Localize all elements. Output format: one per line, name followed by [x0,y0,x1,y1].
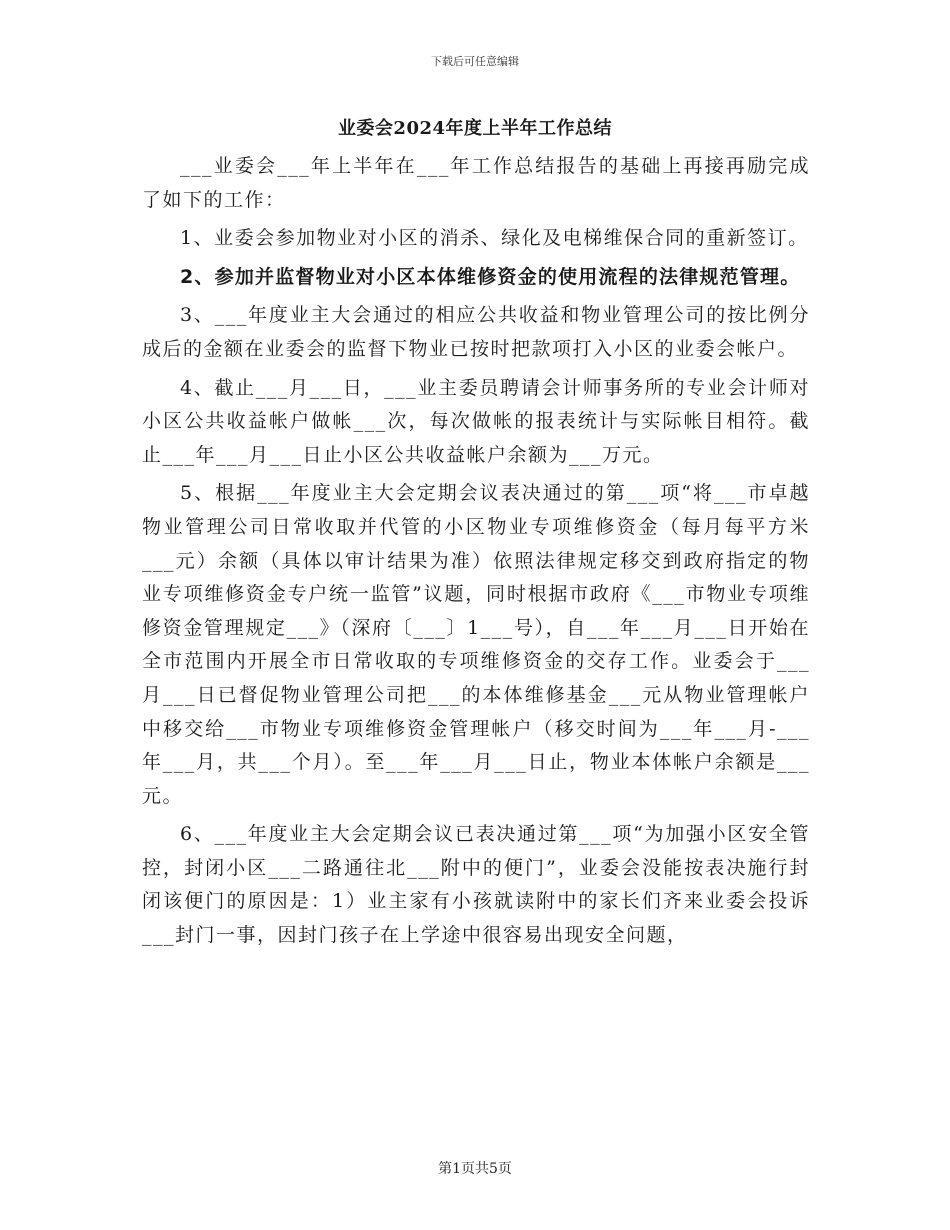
document-body [142,150,810,958]
paragraph-item-3: 3、___年度业主大会通过的相应公共收益和物业管理公司的按比例分成后的金额在业委会的监督下物业已按时把款项打入小区的业委会帐户。 [142,304,810,360]
paragraph-item-1: 1、业委会参加物业对小区的消杀、绿化及电梯维保合同的重新签订。 [180,227,809,250]
paragraph-item-5: 5、根据___年度业主大会定期会议表决通过的第___项“将___市卓越物业管理公司日常收取并代管的小区物业专项维修资金（每月每平方米___元）余额（具体以审计结果为准）依照法律规定移交到政府指定的物业专项维修资金专户统一监管”议题，同时根据市政府《___市物业专项维修资金管理规定___》（深府〔___〕1___号），自___年___月___日开始在全市范围内开展全市日常收取的专项维修资金的交存工作。业委会于___月___日已督促物业管理公司把___的本体维修基金___元从物业管理帐户中移交给___市物业专项维修资金管理帐户（移交时间为___年___月-___年___月，共___个月）。至___年___月___日止，物业本体帐户余额是___元。 [142,482,810,807]
paragraph-item-2: 2、参加并监督物业对小区本体维修资金的使用流程的法律规范管理。 [180,265,801,288]
paragraph-intro: ___业委会___年上半年在___年工作总结报告的基础上再接再励完成了如下的工作： [142,155,810,211]
paragraph-item-4: 4、截止___月___日，___业主委员聘请会计师事务所的专业会计师对小区公共收益帐户做帐___次，每次做帐的报表统计与实际帐目相符。截止___年___月___日止小区公共收益帐户余额为___万元。 [142,376,810,466]
page-number: 第1页共5页 [438,1161,512,1177]
document-title: 业委会2024年度上半年工作总结 [337,118,613,139]
paragraph-item-6: 6、___年度业主大会定期会议已表决通过第___项“为加强小区安全管控，封闭小区___二路通往北___附中的便门”，业委会没能按表决施行封闭该便门的原因是：1）业主家有小孩就读附中的家长们齐来业委会投诉___封门一事，因封门孩子在上学途中很容易出现安全问题， [142,823,810,947]
header-note: 下载后可任意编辑 [431,55,519,68]
